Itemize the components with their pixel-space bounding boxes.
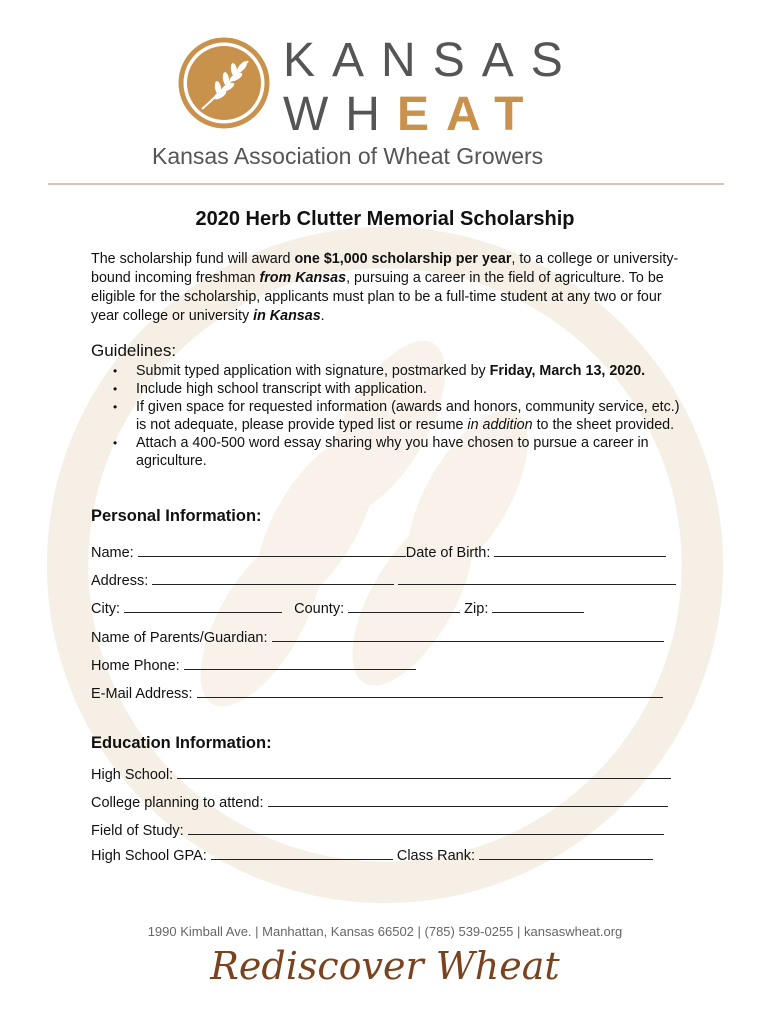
county-field[interactable] bbox=[348, 598, 460, 613]
parents-label: Name of Parents/Guardian: bbox=[91, 630, 268, 646]
list-item bbox=[91, 362, 691, 380]
email-field[interactable] bbox=[197, 683, 663, 698]
intro-bold-award: one $1,000 scholarship per year bbox=[294, 251, 512, 267]
phone-label: Home Phone: bbox=[91, 658, 180, 674]
phone-field[interactable] bbox=[184, 655, 416, 670]
guideline-deadline: Friday, March 13, 2020. bbox=[489, 363, 646, 379]
intro-text: The scholarship fund will award bbox=[91, 251, 295, 267]
name-field[interactable] bbox=[138, 542, 406, 557]
name-label: Name: bbox=[91, 545, 134, 561]
intro-text: , to a college or university-bound incoming freshman bbox=[91, 251, 679, 286]
high-school-row bbox=[91, 764, 671, 783]
intro-text: , pursuing a career in the field of agriculture. To be eligible for the scholarship, applicants must plan to be a full-time student at any two or four year college or university bbox=[91, 270, 664, 324]
zip-label: Zip: bbox=[464, 601, 489, 617]
name-row bbox=[91, 542, 666, 561]
city-row bbox=[91, 598, 584, 617]
guideline-text: If given space for requested information (awards and honors, community service, etc.) is not adequate, please provide typed list or resume bbox=[136, 399, 680, 433]
city-label: City: bbox=[91, 601, 120, 617]
high-school-field[interactable] bbox=[177, 764, 671, 779]
email-label: E-Mail Address: bbox=[91, 686, 193, 702]
college-label: College planning to attend: bbox=[91, 795, 264, 811]
guideline-text: Submit typed application with signature, postmarked by bbox=[136, 363, 490, 379]
logo-wheat-text bbox=[283, 88, 541, 141]
logo-kansas-text: KANSAS bbox=[283, 34, 580, 87]
dob-field[interactable] bbox=[494, 542, 666, 557]
gpa-row bbox=[91, 845, 653, 864]
city-field[interactable] bbox=[124, 598, 282, 613]
guideline-text: Include high school transcript with application. bbox=[136, 381, 427, 397]
college-field[interactable] bbox=[268, 792, 668, 807]
guidelines-list bbox=[91, 362, 691, 470]
intro-paragraph bbox=[91, 250, 691, 326]
class-rank-field[interactable] bbox=[479, 845, 653, 860]
address-label: Address: bbox=[91, 573, 149, 589]
page-title: 2020 Herb Clutter Memorial Scholarship bbox=[195, 208, 575, 230]
guideline-italic: in addition bbox=[467, 417, 533, 433]
email-row bbox=[91, 683, 663, 702]
footer-tagline: Rediscover Wheat bbox=[210, 944, 560, 988]
college-row bbox=[91, 792, 668, 811]
personal-info-heading: Personal Information: bbox=[91, 507, 262, 525]
field-of-study-label: Field of Study: bbox=[91, 823, 184, 839]
field-of-study-row bbox=[91, 820, 664, 839]
field-of-study-field[interactable] bbox=[188, 820, 664, 835]
intro-bold-italic-from-kansas: from Kansas bbox=[259, 270, 347, 286]
dob-label: Date of Birth: bbox=[405, 545, 491, 561]
phone-row bbox=[91, 655, 416, 674]
gpa-label: High School GPA: bbox=[91, 848, 207, 864]
list-item bbox=[91, 380, 691, 398]
parents-field[interactable] bbox=[272, 627, 664, 642]
logo-subtitle: Kansas Association of Wheat Growers bbox=[152, 143, 544, 169]
parents-row bbox=[91, 627, 664, 646]
logo-wheat-thin: WH bbox=[283, 88, 397, 141]
address-field[interactable] bbox=[152, 570, 394, 585]
intro-text: . bbox=[320, 308, 325, 324]
county-label: County: bbox=[294, 601, 345, 617]
high-school-label: High School: bbox=[91, 767, 174, 783]
kansas-wheat-logo-icon bbox=[178, 37, 270, 129]
footer-address: 1990 Kimball Ave. | Manhattan, Kansas 66502 | (785) 539-0255 | kansaswheat.org bbox=[147, 924, 623, 939]
gpa-field[interactable] bbox=[211, 845, 393, 860]
address-field-2[interactable] bbox=[398, 570, 676, 585]
logo-wheat-bold: EAT bbox=[396, 88, 541, 141]
zip-field[interactable] bbox=[492, 598, 584, 613]
list-item bbox=[91, 434, 691, 470]
header-divider bbox=[48, 183, 724, 185]
education-info-heading: Education Information: bbox=[91, 734, 272, 752]
class-rank-label: Class Rank: bbox=[396, 848, 476, 864]
guideline-text: to the sheet provided. bbox=[532, 417, 675, 433]
intro-bold-italic-in-kansas: in Kansas bbox=[253, 308, 321, 324]
guideline-text: Attach a 400-500 word essay sharing why you have chosen to pursue a career in agriculture. bbox=[136, 435, 649, 469]
list-item bbox=[91, 398, 691, 434]
guidelines-heading: Guidelines: bbox=[91, 341, 177, 360]
address-row bbox=[91, 570, 676, 589]
